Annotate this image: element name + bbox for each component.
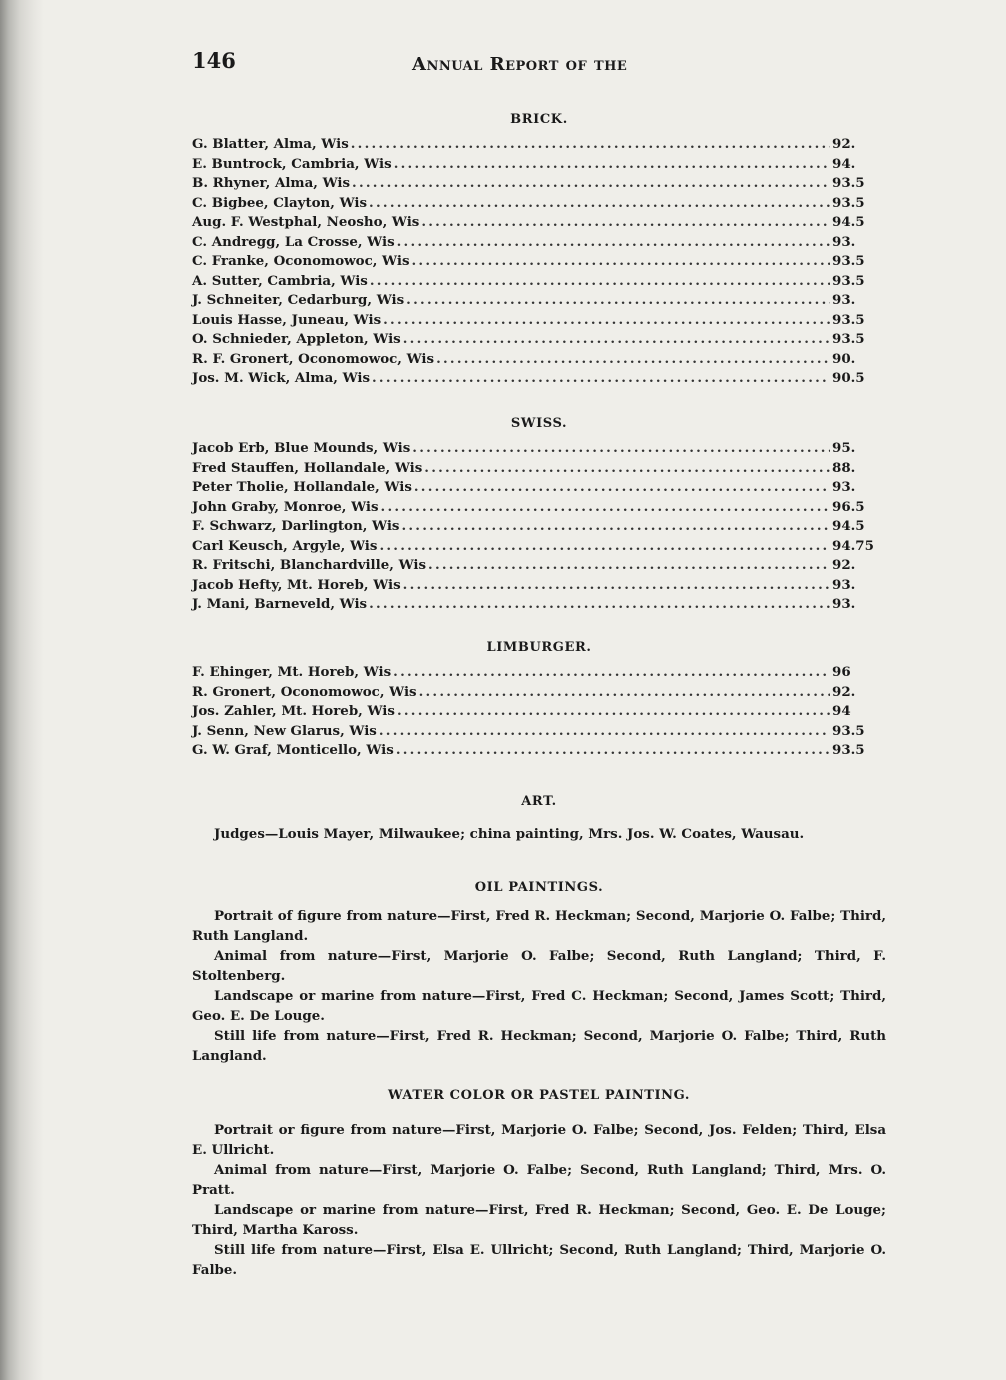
- dot-leader: [393, 664, 830, 680]
- running-title: Annual Report of the: [412, 54, 628, 75]
- score: 93.5: [832, 742, 865, 758]
- entrant-name: Fred Stauffen, Hollandale, Wis: [192, 459, 423, 476]
- water-paragraph: Landscape or marine from nature—First, Fred R. Heckman; Second, Geo. E. De Louge; Third, Martha Kaross.: [192, 1202, 886, 1238]
- entry-row: [192, 195, 886, 215]
- entrant-name: B. Rhyner, Alma, Wis: [192, 175, 351, 191]
- score: 95.: [832, 440, 856, 456]
- entry-row: [192, 664, 886, 684]
- entry-row: [192, 253, 886, 273]
- dot-leader: [412, 440, 830, 456]
- section-title-oil-paintings: OIL PAINTINGS.: [474, 880, 604, 895]
- page-number: 146: [192, 48, 236, 73]
- brick-list: [192, 136, 886, 390]
- entry-row: [192, 684, 886, 704]
- dot-leader: [414, 479, 830, 495]
- dot-leader: [424, 460, 830, 476]
- score: 93.5: [832, 722, 865, 739]
- dot-leader: [383, 312, 830, 328]
- entrant-name: Peter Tholie, Hollandale, Wis: [192, 479, 412, 495]
- entrant-name: John Graby, Monroe, Wis: [192, 498, 379, 515]
- entrant-name: J. Mani, Barneveld, Wis: [192, 596, 368, 612]
- dot-leader: [419, 684, 830, 700]
- score: 94.5: [832, 518, 865, 534]
- book-spine-shadow: [0, 0, 44, 1380]
- section-title-water-color: WATER COLOR OR PASTEL PAINTING.: [387, 1088, 690, 1103]
- entry-row: [192, 538, 886, 558]
- dot-leader: [403, 577, 830, 593]
- entrant-name: O. Schnieder, Appleton, Wis: [192, 331, 401, 347]
- score: 94.: [832, 155, 856, 172]
- entry-row: [192, 234, 886, 254]
- entrant-name: R. Gronert, Oconomowoc, Wis: [192, 683, 417, 700]
- entrant-name: Jacob Erb, Blue Mounds, Wis: [192, 440, 411, 456]
- entry-row: [192, 440, 886, 460]
- dot-leader: [379, 723, 830, 739]
- score: 93.5: [832, 175, 865, 191]
- dot-leader: [369, 195, 830, 211]
- score: 93.: [832, 596, 856, 612]
- entry-row: [192, 557, 886, 577]
- oil-paragraph: Portrait of figure from nature—First, Fred R. Heckman; Second, Marjorie O. Falbe; Third, Ruth Langland.: [192, 908, 886, 944]
- entrant-name: C. Andregg, La Crosse, Wis: [192, 233, 395, 250]
- dot-leader: [436, 351, 830, 367]
- dot-leader: [406, 292, 830, 308]
- dot-leader: [396, 742, 830, 758]
- oil-paragraph: Still life from nature—First, Fred R. Heckman; Second, Marjorie O. Falbe; Third, Ruth Langland.: [192, 1028, 886, 1064]
- section-title-brick: BRICK.: [510, 112, 568, 127]
- entrant-name: A. Sutter, Cambria, Wis: [192, 272, 368, 289]
- judges-paragraph: Judges—Louis Mayer, Milwaukee; china painting, Mrs. Jos. W. Coates, Wausau.: [214, 826, 805, 842]
- dot-leader: [379, 538, 830, 554]
- entrant-name: J. Senn, New Glarus, Wis: [192, 722, 377, 739]
- dot-leader: [401, 518, 830, 534]
- water-paragraph: Animal from nature—First, Marjorie O. Falbe; Second, Ruth Langland; Third, Mrs. O. Pratt.: [192, 1162, 886, 1198]
- dot-leader: [369, 596, 830, 612]
- water-paragraph: Still life from nature—First, Elsa E. Ullricht; Second, Ruth Langland; Third, Marjorie O. Falbe.: [192, 1242, 886, 1278]
- entry-row: [192, 175, 886, 195]
- dot-leader: [421, 214, 830, 230]
- entrant-name: C. Bigbee, Clayton, Wis: [192, 194, 368, 211]
- entry-row: [192, 742, 886, 762]
- entry-row: [192, 214, 886, 234]
- water-paragraph: Portrait or figure from nature—First, Marjorie O. Falbe; Second, Jos. Felden; Third, Elsa E. Ullricht.: [192, 1122, 886, 1158]
- entry-row: [192, 370, 886, 390]
- entry-row: [192, 136, 886, 156]
- entry-row: [192, 351, 886, 371]
- score: 93.5: [832, 194, 865, 211]
- entry-row: [192, 460, 886, 480]
- entrant-name: E. Buntrock, Cambria, Wis: [192, 155, 392, 172]
- entry-row: [192, 723, 886, 743]
- entry-row: [192, 273, 886, 293]
- entry-row: [192, 479, 886, 499]
- dot-leader: [397, 234, 830, 250]
- score: 93.5: [832, 311, 865, 328]
- entry-row: [192, 312, 886, 332]
- entry-row: [192, 156, 886, 176]
- entry-row: [192, 292, 886, 312]
- entry-row: [192, 703, 886, 723]
- dot-leader: [403, 331, 830, 347]
- score: 93.5: [832, 331, 865, 347]
- score: 93.: [832, 233, 856, 250]
- entrant-name: R. Fritschi, Blanchardville, Wis: [192, 557, 427, 573]
- score: 92.: [832, 683, 856, 700]
- entrant-name: J. Schneiter, Cedarburg, Wis: [192, 292, 405, 308]
- score: 90.5: [832, 370, 865, 386]
- dot-leader: [381, 499, 830, 515]
- entry-row: [192, 331, 886, 351]
- score: 94.5: [832, 214, 865, 230]
- score: 96: [832, 664, 851, 680]
- score: 88.: [832, 459, 856, 476]
- oil-paragraph: Animal from nature—First, Marjorie O. Falbe; Second, Ruth Langland; Third, F. Stoltenberg.: [192, 948, 886, 984]
- entry-row: [192, 577, 886, 597]
- entrant-name: F. Ehinger, Mt. Horeb, Wis: [192, 664, 392, 680]
- section-title-swiss: SWISS.: [510, 416, 568, 431]
- entry-row: [192, 596, 886, 616]
- dot-leader: [352, 175, 830, 191]
- entrant-name: Jos. M. Wick, Alma, Wis: [192, 370, 370, 386]
- limburger-list: [192, 664, 886, 762]
- entry-row: [192, 518, 886, 538]
- score: 96.5: [832, 498, 865, 515]
- score: 94: [832, 703, 851, 719]
- section-title-limburger: LIMBURGER.: [486, 640, 592, 655]
- entrant-name: F. Schwarz, Darlington, Wis: [192, 518, 400, 534]
- dot-leader: [370, 273, 830, 289]
- score: 93.5: [832, 253, 865, 269]
- dot-leader: [394, 156, 830, 172]
- dot-leader: [397, 703, 830, 719]
- entrant-name: Carl Keusch, Argyle, Wis: [192, 537, 378, 554]
- entrant-name: R. F. Gronert, Oconomowoc, Wis: [192, 350, 435, 367]
- swiss-list: [192, 440, 886, 616]
- score: 93.: [832, 292, 856, 308]
- entrant-name: G. W. Graf, Monticello, Wis: [192, 742, 394, 758]
- score: 90.: [832, 350, 856, 367]
- entrant-name: Jacob Hefty, Mt. Horeb, Wis: [192, 576, 401, 593]
- score: 94.75: [832, 537, 874, 554]
- score: 93.: [832, 576, 856, 593]
- dot-leader: [412, 253, 831, 269]
- score: 92.: [832, 557, 856, 573]
- score: 93.5: [832, 272, 865, 289]
- score: 93.: [832, 479, 856, 495]
- dot-leader: [428, 557, 830, 573]
- score: 92.: [832, 136, 856, 152]
- entry-row: [192, 499, 886, 519]
- oil-paragraph: Landscape or marine from nature—First, Fred C. Heckman; Second, James Scott; Third, Geo. E. De Louge.: [192, 988, 886, 1024]
- section-title-art: ART.: [521, 794, 557, 809]
- dot-leader: [372, 370, 830, 386]
- dot-leader: [351, 136, 830, 152]
- entrant-name: Louis Hasse, Juneau, Wis: [192, 311, 382, 328]
- entrant-name: G. Blatter, Alma, Wis: [192, 136, 349, 152]
- entrant-name: Aug. F. Westphal, Neosho, Wis: [192, 214, 420, 230]
- entrant-name: Jos. Zahler, Mt. Horeb, Wis: [192, 703, 395, 719]
- entrant-name: C. Franke, Oconomowoc, Wis: [192, 253, 410, 269]
